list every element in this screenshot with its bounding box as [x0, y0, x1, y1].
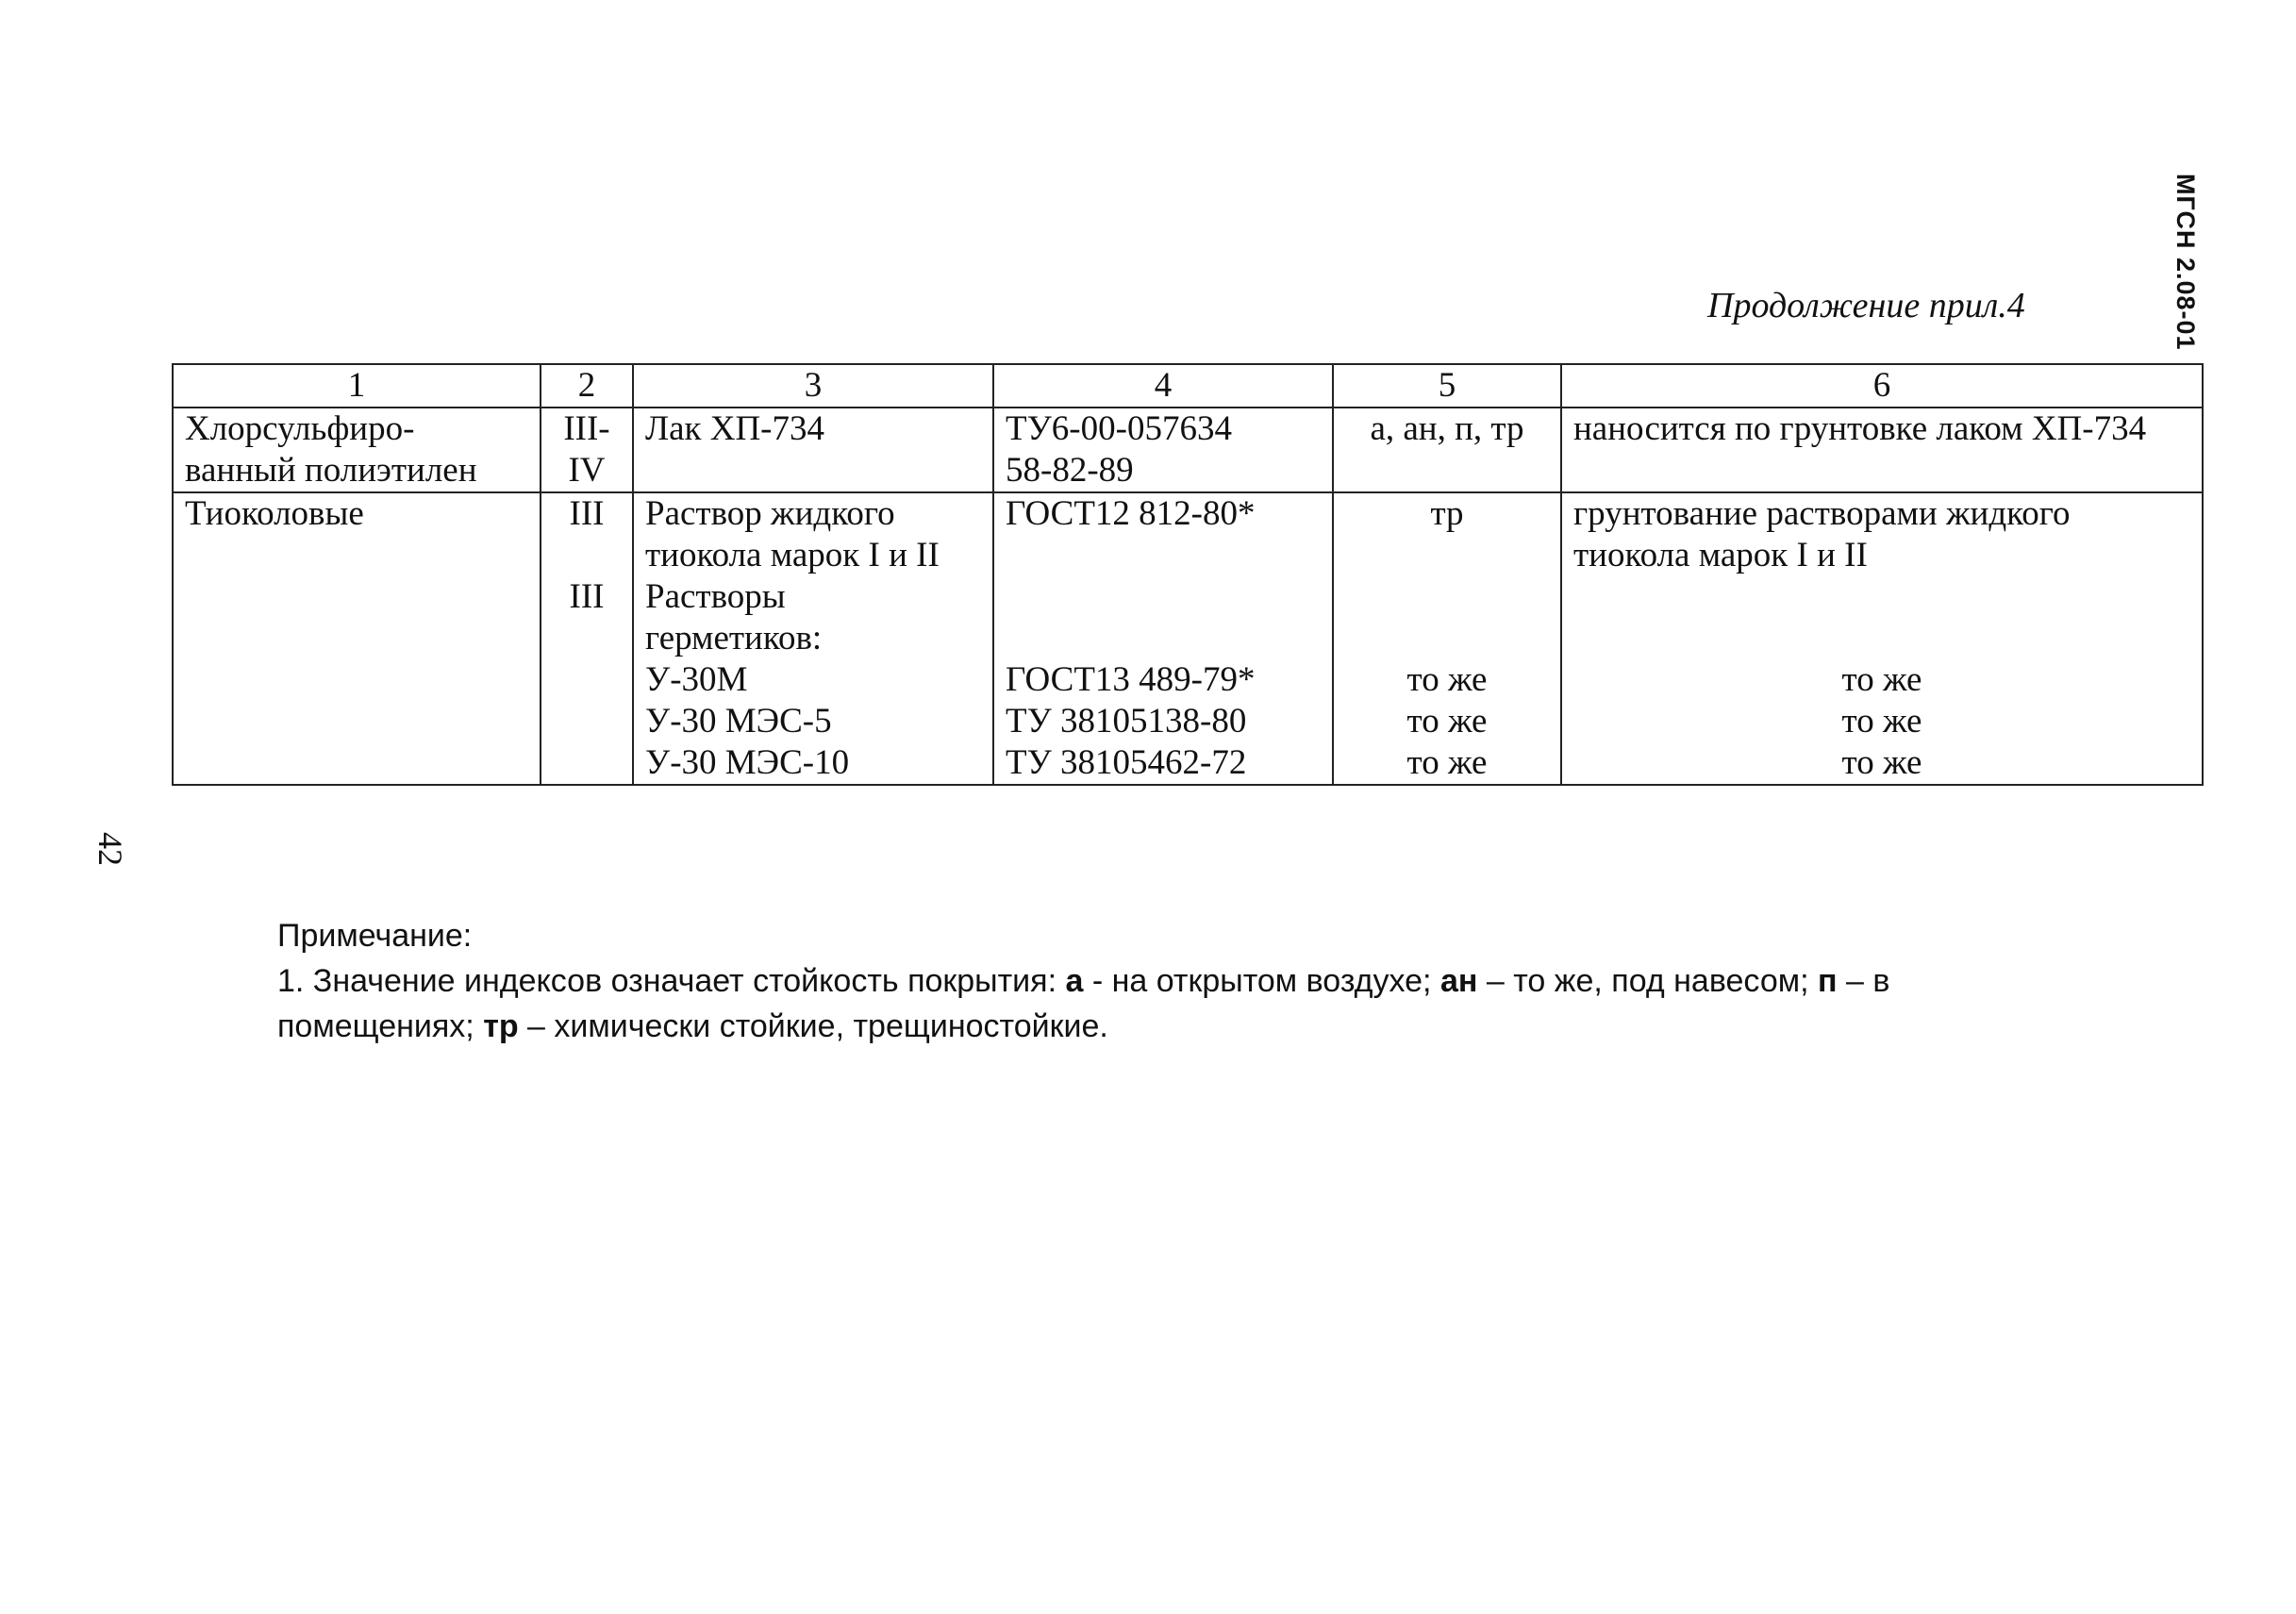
material-text: ванный полиэтилен — [185, 451, 477, 490]
notes-title: Примечание: — [277, 918, 473, 954]
note-text: грунтование растворами жидкого — [1573, 494, 2071, 533]
index-text: то же — [1406, 702, 1488, 740]
coating-text: У-30 МЭС-5 — [645, 702, 832, 740]
coating-text: Раствор жидкого — [645, 494, 895, 533]
note-text: – химически стойкие, трещиностойкие. — [518, 1008, 1108, 1044]
page-number: 42 — [92, 832, 129, 866]
coatings-table — [172, 363, 2204, 786]
material-text: Тиоколовые — [185, 494, 364, 533]
cell-coating — [633, 492, 993, 785]
index-text: тр — [1430, 494, 1464, 533]
coating-text: Растворы — [645, 577, 786, 616]
note-paragraph — [277, 958, 2070, 1049]
cell-standard — [993, 492, 1333, 785]
notes-section — [277, 913, 2070, 1049]
table-row — [173, 408, 2203, 492]
index-text: то же — [1406, 743, 1488, 782]
index-text: а, ан, п, тр — [1370, 409, 1524, 448]
note-text: 1. Значение индексов означает стойкость покрытия: — [277, 963, 1066, 999]
cell-coating — [633, 408, 993, 492]
table-header-row — [173, 364, 2203, 408]
standard-text: ТУ 38105138-80 — [1006, 702, 1247, 740]
cell-class — [541, 408, 633, 492]
column-header: 4 — [993, 364, 1333, 408]
note-text: то же — [1841, 702, 1922, 740]
note-text: – в помещениях; — [277, 963, 1890, 1044]
note-text: то же — [1841, 743, 1922, 782]
coating-text: У-30 МЭС-10 — [645, 743, 850, 782]
standard-text: ГОСТ12 812-80* — [1006, 494, 1256, 533]
column-header: 1 — [173, 364, 541, 408]
standard-text: ТУ 38105462-72 — [1006, 743, 1247, 782]
cell-index — [1333, 492, 1561, 785]
index-key: а — [1065, 963, 1084, 999]
note-text: - на открытом воздухе; — [1083, 963, 1440, 999]
coating-text: тиокола марок I и II — [645, 536, 940, 574]
cell-note — [1561, 492, 2203, 785]
cell-material — [173, 408, 541, 492]
index-key: п — [1818, 963, 1838, 999]
standard-text: ГОСТ13 489-79* — [1006, 660, 1256, 699]
cell-material — [173, 492, 541, 785]
note-text: то же — [1841, 660, 1922, 699]
column-header: 3 — [633, 364, 993, 408]
coating-text: У-30М — [645, 660, 748, 699]
class-text: III- — [563, 409, 610, 448]
index-key: ан — [1439, 963, 1478, 999]
cell-standard — [993, 408, 1333, 492]
index-text: то же — [1406, 660, 1488, 699]
continuation-label: Продолжение прил.4 — [1707, 286, 2025, 325]
column-header: 6 — [1561, 364, 2203, 408]
material-text: Хлорсульфиро- — [185, 409, 415, 448]
cell-class — [541, 492, 633, 785]
note-text: тиокола марок I и II — [1573, 536, 1868, 574]
coating-text: Лак ХП-734 — [645, 409, 825, 448]
column-header: 2 — [541, 364, 633, 408]
class-text: III — [569, 494, 605, 533]
standard-text: ТУ6-00-057634 — [1006, 409, 1232, 448]
cell-note — [1561, 408, 2203, 492]
column-header: 5 — [1333, 364, 1561, 408]
standard-text: 58-82-89 — [1006, 451, 1134, 490]
document-code: МГСН 2.08-01 — [2171, 174, 2200, 351]
cell-index — [1333, 408, 1561, 492]
index-key: тр — [483, 1008, 519, 1044]
note-text: наносится по грунтовке лаком ХП-734 — [1573, 409, 2147, 448]
class-text: IV — [568, 451, 606, 490]
note-text: – то же, под навесом; — [1477, 963, 1818, 999]
table-row — [173, 492, 2203, 785]
coating-text: герметиков: — [645, 619, 823, 657]
class-text: III — [569, 577, 605, 616]
